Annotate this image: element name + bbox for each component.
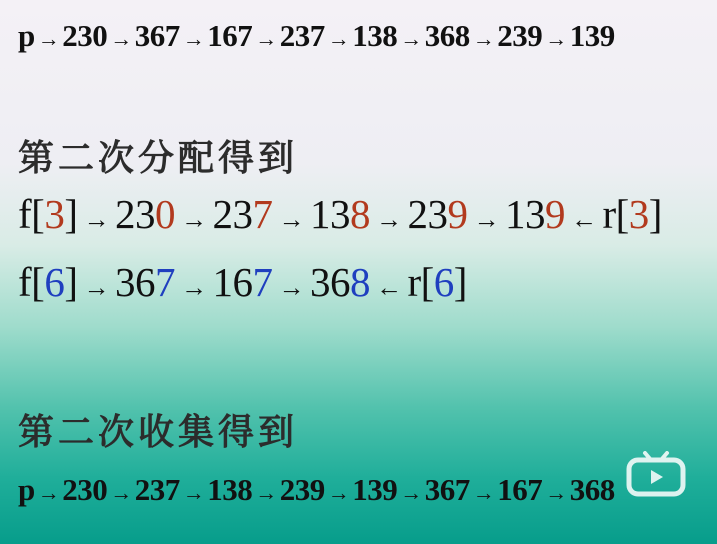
sequence-value: 237 [279, 18, 325, 53]
arrow-right-icon: → [472, 26, 495, 51]
sequence-value: 237 [134, 472, 180, 507]
bucket-index: 6 [433, 259, 454, 305]
bucket-item: 368 [309, 259, 370, 305]
arrow-right-icon: → [182, 26, 205, 51]
bucket-item: 367 [114, 259, 175, 305]
bucket-index: 3 [628, 191, 649, 237]
sequence-value: 230 [62, 472, 108, 507]
arrow-right-icon: → [278, 273, 304, 302]
sequence-value: 230 [62, 18, 108, 53]
arrow-left-icon: ← [570, 205, 597, 234]
sequence-value: 138 [352, 18, 398, 53]
second-collection-heading: 第二次收集得到 [18, 412, 299, 453]
sequence-value: 139 [352, 472, 398, 507]
bucket-item: 237 [212, 191, 273, 237]
sequence-value: 239 [279, 472, 325, 507]
arrow-right-icon: → [180, 273, 207, 302]
sequence-value: 138 [207, 472, 253, 507]
arrow-right-icon: → [255, 480, 277, 505]
second-distribution-heading: 第二次分配得到 [18, 138, 299, 179]
head-pointer-label: p [18, 18, 35, 53]
head-pointer-label: p [18, 472, 35, 507]
bucket-item: 139 [504, 191, 565, 237]
sequence-value: 367 [424, 472, 470, 507]
bilibili-tv-icon [623, 450, 689, 498]
rear-pointer-label: r [407, 259, 421, 305]
arrow-right-icon: → [37, 26, 60, 51]
sequence-value: 167 [207, 18, 253, 53]
arrow-right-icon: → [182, 480, 205, 505]
bucket-index: 3 [44, 191, 65, 237]
arrow-right-icon: → [110, 26, 132, 51]
arrow-right-icon: → [255, 26, 277, 51]
arrow-left-icon: ← [375, 273, 402, 302]
sequence-value: 139 [569, 18, 615, 53]
arrow-right-icon: → [83, 273, 109, 302]
bucket-3-row: f [ 3 ] → 230 → 237 → 138 → 239 → 139 ← r [ 3 ] [18, 191, 662, 237]
front-pointer-label: f [18, 191, 32, 237]
arrow-right-icon: → [180, 205, 207, 234]
rear-pointer-label: r [602, 191, 616, 237]
bucket-6-row: f [ 6 ] → 367 → 167 → 368 ← r [ 6 ] [18, 259, 467, 305]
arrow-right-icon: → [400, 26, 422, 51]
sequence-value: 368 [569, 472, 615, 507]
front-pointer-label: f [18, 259, 32, 305]
sequence-value: 239 [497, 18, 543, 53]
arrow-right-icon: → [327, 480, 350, 505]
sequence-value: 167 [497, 472, 543, 507]
second-collection-sequence [18, 472, 615, 508]
arrow-right-icon: → [278, 205, 304, 234]
arrow-right-icon: → [545, 26, 567, 51]
bucket-item: 138 [309, 191, 370, 237]
sequence-value: 368 [424, 18, 470, 53]
arrow-right-icon: → [83, 205, 109, 234]
first-collection-sequence [18, 18, 615, 54]
arrow-right-icon: → [110, 480, 132, 505]
arrow-right-icon: → [400, 480, 422, 505]
arrow-right-icon: → [37, 480, 60, 505]
bucket-item: 230 [114, 191, 175, 237]
bucket-item: 239 [407, 191, 468, 237]
arrow-right-icon: → [327, 26, 350, 51]
arrow-right-icon: → [375, 205, 402, 234]
arrow-right-icon: → [473, 205, 499, 234]
sequence-value: 367 [134, 18, 180, 53]
arrow-right-icon: → [545, 480, 567, 505]
bucket-item: 167 [212, 259, 273, 305]
arrow-right-icon: → [472, 480, 495, 505]
bucket-index: 6 [44, 259, 65, 305]
